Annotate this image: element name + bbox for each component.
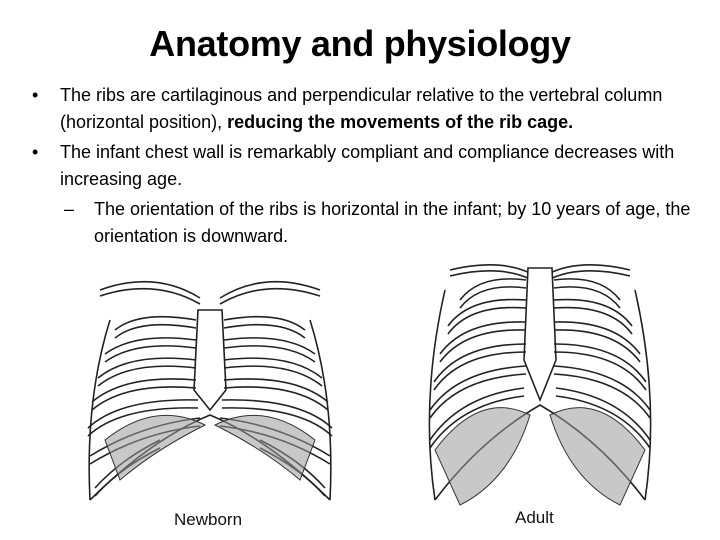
bullet-item-ribs [30,82,715,136]
bullet-list [30,82,715,253]
bullet-item-compliance [30,139,715,193]
bullet-text-bold: reducing the movements of the rib cage. [227,112,574,132]
adult-label: Adult [515,508,554,527]
bullet-marker: • [32,85,39,105]
sub-bullet-marker: – [64,199,75,219]
bullet-text: The ribs are cartilaginous and perpendicular relative to the vertebral column (horizontal position), [60,85,663,132]
newborn-label: Newborn [174,510,243,529]
bullet-text: The orientation of the ribs is horizontal in the infant; by 10 years of age, the orientation is downward. [94,199,691,246]
rib-cage-figure [0,250,720,540]
bullet-text: The infant chest wall is remarkably compliant and compliance decreases with increasing age. [60,142,675,189]
adult-rib-cage-illustration [400,250,680,540]
newborn-rib-cage-illustration [60,250,360,540]
slide-title: Anatomy and physiology [149,23,571,64]
sub-bullet-item-orientation [30,196,715,250]
bullet-marker: • [32,142,39,162]
